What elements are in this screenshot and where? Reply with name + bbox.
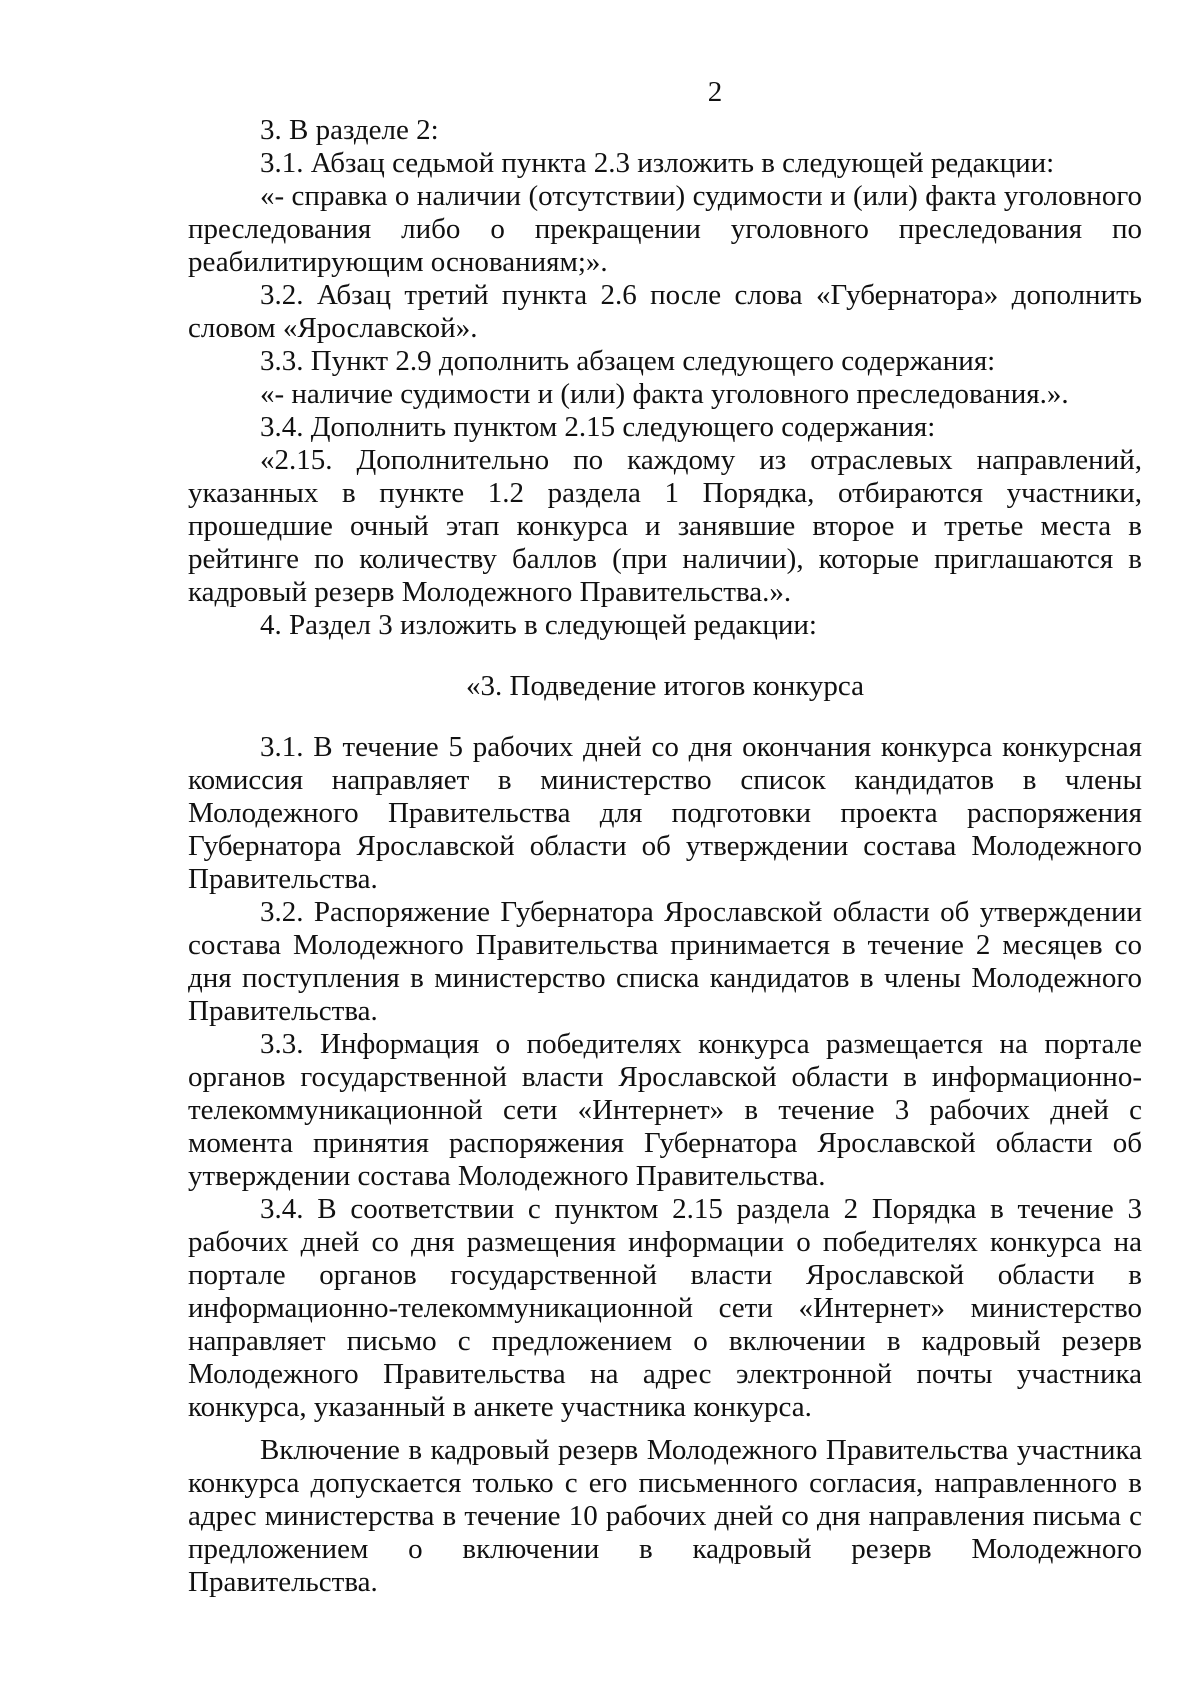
paragraph-3-3-quote: «- наличие судимости и (или) факта уголовного преследования.». [260, 378, 1069, 410]
paragraph-3-4: 3.4. Дополнить пунктом 2.15 следующего содержания: [260, 411, 936, 443]
section-paragraph-3-2: 3.2. Распоряжение Губернатора Ярославской области об утверждении состава Молодежного Правительства принимается в течение 2 месяцев со дня поступления в министерство списка кандидатов в члены Молодежного Правительства. [188, 896, 1142, 1027]
page-number: 2 [707, 76, 723, 108]
section-paragraph-3-3: 3.3. Информация о победителях конкурса размещается на портале органов государственной власти Ярославской области в информационно-телекоммуникационной сети «Интернет» в течение 3 рабочих дней с момента принятия распоряжения Губернатора Ярославской области об утверждении состава Молодежного Правительства. [188, 1028, 1142, 1192]
section-paragraph-3-4: 3.4. В соответствии с пунктом 2.15 раздела 2 Порядка в течение 3 рабочих дней со дня размещения информации о победителях конкурса на портале органов государственной власти Ярославской области в информационно-телекоммуникационной сети «Интернет» министерство направляет письмо с предложением о включении в кадровый резерв Молодежного Правительства на адрес электронной почты участника конкурса, указанный в анкете участника конкурса. [188, 1193, 1142, 1423]
section-title: «3. Подведение итогов конкурса [466, 670, 864, 702]
paragraph-section-2: 3. В разделе 2: [260, 114, 439, 146]
paragraph-3-1: 3.1. Абзац седьмой пункта 2.3 изложить в следующей редакции: [260, 147, 1055, 179]
paragraph-3-2: 3.2. Абзац третий пункта 2.6 после слова «Губернатора» дополнить словом «Ярославской». [188, 279, 1142, 344]
section-paragraph-3-1: 3.1. В течение 5 рабочих дней со дня окончания конкурса конкурсная комиссия направляет в министерство список кандидатов в члены Молодежного Правительства для подготовки проекта распоряжения Губернатора Ярославской области об утверждении состава Молодежного Правительства. [188, 731, 1142, 895]
paragraph-4: 4. Раздел 3 изложить в следующей редакции: [260, 609, 817, 641]
spacer [188, 1424, 1142, 1434]
paragraph-3-3: 3.3. Пункт 2.9 дополнить абзацем следующего содержания: [260, 345, 996, 377]
section-paragraph-reserve: Включение в кадровый резерв Молодежного Правительства участника конкурса допускается только с его письменного согласия, направленного в адрес министерства в течение 10 рабочих дней со дня направления письма с предложением о включении в кадровый резерв Молодежного Правительства. [188, 1434, 1142, 1598]
paragraph-3-1-quote: «- справка о наличии (отсутствии) судимости и (или) факта уголовного преследования либо о прекращении уголовного преследования по реабилитирующим основаниям;». [188, 180, 1142, 278]
paragraph-2-15-quote: «2.15. Дополнительно по каждому из отраслевых направлений, указанных в пункте 1.2 раздела 1 Порядка, отбираются участники, прошедшие очный этап конкурса и занявшие второе и третье места в рейтинге по количеству баллов (при наличии), которые приглашаются в кадровый резерв Молодежного Правительства.». [188, 444, 1142, 608]
